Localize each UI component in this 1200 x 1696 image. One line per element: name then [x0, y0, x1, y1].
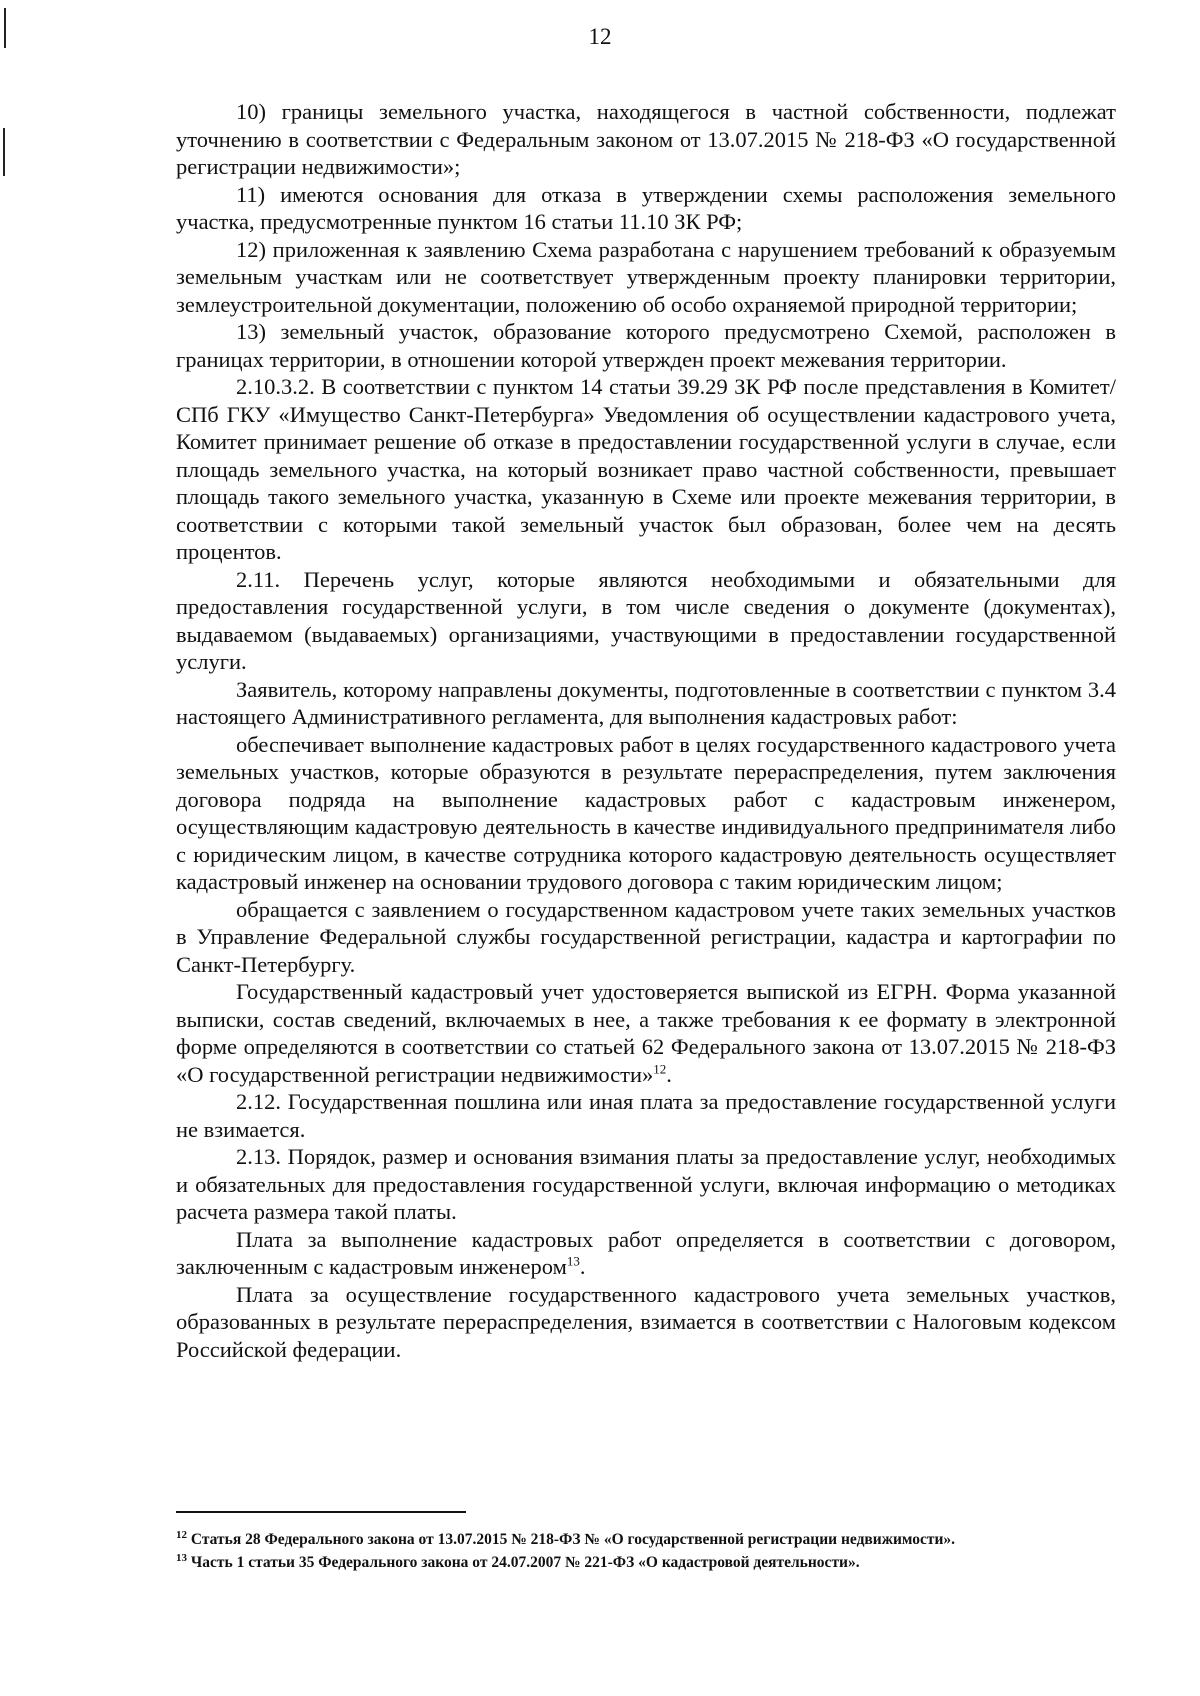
footnote-ref-13[interactable]: 13	[566, 1253, 580, 1269]
footnote-13: $^{13}$ Часть 1 статьи 35 Федерального закона от 24.07.2007 № 221-ФЗ «О кадастровой деятельности».	[176, 1551, 860, 1571]
footnote-divider	[176, 1511, 466, 1513]
paragraph: обращается с заявлением о государственном кадастровом учете таких земельных участков в Управление Федеральной службы государственной регистрации, кадастра и картографии по Санкт-Петербургу.	[176, 896, 1116, 977]
paragraph: Плата за выполнение кадастровых работ определяется в соответствии с договором, заключенным с кадастровым инженером$^{13}$.	[176, 1226, 1116, 1279]
paragraph: Заявитель, которому направлены документы, подготовленные в соответствии с пунктом 3.4 настоящего Административного регламента, для выполнения кадастровых работ:	[176, 676, 1116, 729]
paragraph: 13) земельный участок, образование которого предусмотрено Схемой, расположен в границах территории, в отношении которой утвержден проект межевания территории.	[176, 319, 1116, 372]
scan-artifact-left	[4, 8, 6, 48]
paragraph: 11) имеются основания для отказа в утверждении схемы расположения земельного участка, предусмотренные пунктом 16 статьи 11.10 ЗК РФ;	[176, 181, 1116, 234]
paragraph: Государственный кадастровый учет удостоверяется выпиской из ЕГРН. Форма указанной выписки, состав сведений, включаемых в нее, а также требования к ее формату в электронной форме определяются в соответствии со статьей 62 Федерального закона от 13.07.2015 № 218-ФЗ «О государственной регистрации недвижимости»$^{12}$.	[176, 979, 1116, 1087]
paragraph: 2.10.3.2. В соответствии с пунктом 14 статьи 39.29 ЗК РФ после представления в Комитет/СПб ГКУ «Имущество Санкт-Петербурга» Уведомления об осуществлении кадастрового учета, Комитет принимает решение об отказе в предоставлении государственной услуги в случае, если площадь земельного участка, на который возникает право частной собственности, превышает площадь такого земельного участка, указанную в Схеме или проекте межевания территории, в соответствии с которыми такой земельный участок был образован, более чем на десять процентов.	[176, 374, 1116, 564]
footnote-12: $^{12}$ Статья 28 Федерального закона от 13.07.2015 № 218-ФЗ № «О государственной регистрации недвижимости».	[176, 1528, 956, 1548]
document-body	[176, 98, 1116, 1363]
paragraph: 2.12. Государственная пошлина или иная плата за предоставление государственной услуги не взимается.	[176, 1089, 1116, 1142]
paragraph: 2.13. Порядок, размер и основания взимания платы за предоставление услуг, необходимых и обязательных для предоставления государственной услуги, включая информацию о методиках расчета размера такой платы.	[176, 1144, 1116, 1224]
paragraph: 2.11. Перечень услуг, которые являются необходимыми и обязательными для предоставления государственной услуги, в том числе сведения о документе (документах), выдаваемом (выдаваемых) организациями, участвующими в предоставлении государственной услуги.	[176, 566, 1116, 674]
paragraph: Плата за осуществление государственного кадастрового учета земельных участков, образованных в результате перераспределения, взимается в соответствии с Налоговым кодексом Российской федерации.	[176, 1281, 1116, 1362]
footnote-ref-12[interactable]: 12	[653, 1061, 667, 1076]
paragraph: обеспечивает выполнение кадастровых работ в целях государственного кадастрового учета земельных участков, которые образуются в результате перераспределения, путем заключения договора подряда на выполнение кадастровых работ с кадастровым инженером, осуществляющим кадастровую деятельность в качестве индивидуального предпринимателя либо с юридическим лицом, в качестве сотрудника которого кадастровую деятельность осуществляет кадастровый инженер на основании трудового договора с таким юридическим лицом;	[176, 731, 1116, 894]
scan-artifact-left-2	[3, 128, 5, 176]
paragraph: 10) границы земельного участка, находящегося в частной собственности, подлежат уточнению в соответствии с Федеральным законом от 13.07.2015 № 218-ФЗ «О государственной регистрации недвижимости»;	[176, 99, 1116, 179]
footnotes	[176, 1530, 1116, 1576]
paragraph: 12) приложенная к заявлению Схема разработана с нарушением требований к образуемым земельным участкам или не соответствует утвержденным проекту планировки территории, землеустроительной документации, положению об особо охраняемой природной территории;	[176, 236, 1116, 317]
page-number: 12	[588, 24, 612, 49]
